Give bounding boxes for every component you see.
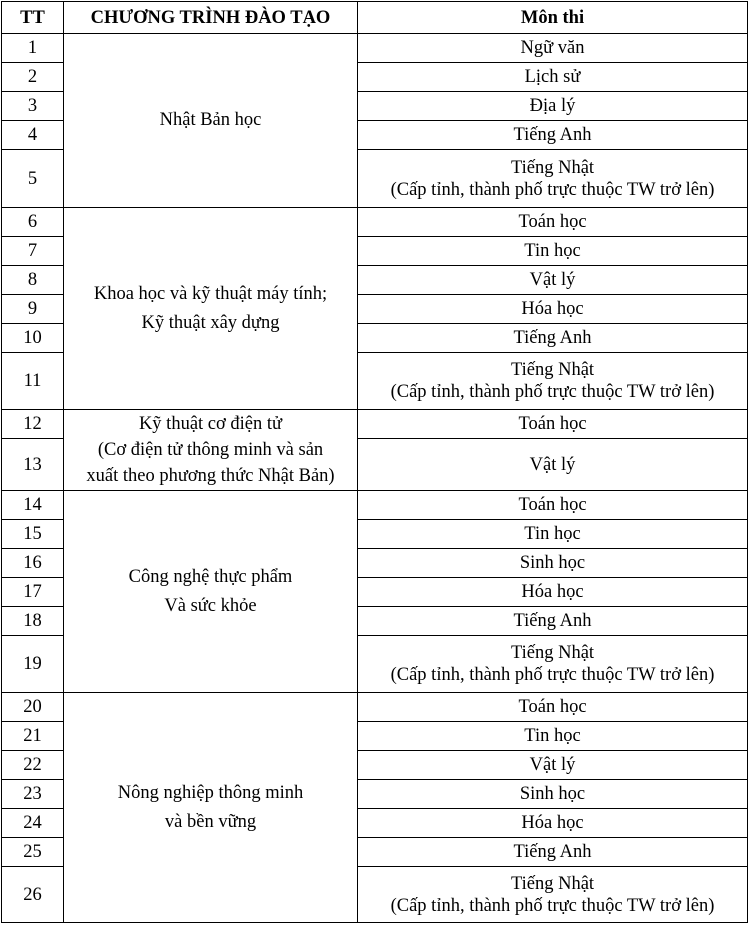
subject-name: Hóa học	[521, 582, 584, 602]
subject-name: Toán học	[518, 414, 587, 434]
subject-name: Tiếng Anh	[513, 125, 592, 145]
row-number: 12	[2, 410, 64, 439]
subject-name: Vật lý	[529, 270, 576, 290]
row-number: 3	[2, 92, 64, 121]
row-number: 6	[2, 208, 64, 237]
exam-subject	[358, 520, 748, 549]
table-row	[2, 693, 748, 722]
subject-name: Tiếng Nhật	[510, 873, 595, 894]
subject-name: Hóa học	[521, 299, 584, 319]
table-row	[2, 410, 748, 439]
row-number: 5	[2, 150, 64, 208]
subject-name: Tiếng Anh	[513, 842, 592, 862]
row-number: 19	[2, 636, 64, 693]
subject-note: (Cấp tỉnh, thành phố trực thuộc TW trở lên)	[390, 382, 715, 402]
exam-subject	[358, 607, 748, 636]
exam-subject	[358, 491, 748, 520]
exam-subject	[358, 867, 748, 923]
subject-name: Tiếng Anh	[513, 611, 592, 631]
row-number: 17	[2, 578, 64, 607]
subject-name: Tiếng Nhật	[510, 360, 595, 380]
subject-name: Tiếng Anh	[513, 328, 592, 348]
row-number: 1	[2, 34, 64, 63]
row-number: 13	[2, 439, 64, 491]
program-name-line: xuất theo phương thức Nhật Bản)	[86, 466, 335, 486]
exam-subject	[358, 693, 748, 722]
exam-subject	[358, 578, 748, 607]
table-body	[2, 34, 748, 923]
subject-name: Lịch sử	[524, 67, 581, 87]
exam-subject	[358, 295, 748, 324]
program-name	[64, 491, 358, 693]
exam-subject	[358, 237, 748, 266]
subject-note: (Cấp tỉnh, thành phố trực thuộc TW trở lên)	[390, 895, 715, 916]
row-number: 7	[2, 237, 64, 266]
row-number: 8	[2, 266, 64, 295]
program-name	[64, 693, 358, 923]
subject-name: Toán học	[518, 212, 587, 232]
exam-subjects-table	[1, 1, 748, 923]
subject-name: Tiếng Nhật	[510, 643, 595, 663]
header-row	[2, 2, 748, 34]
exam-subject	[358, 63, 748, 92]
subject-name: Hóa học	[521, 813, 584, 833]
row-number: 26	[2, 867, 64, 923]
subject-name: Tin học	[524, 726, 581, 746]
program-name-line: Kỹ thuật cơ điện tử	[138, 414, 283, 434]
program-name-line: Nông nghiệp thông minh	[117, 782, 304, 803]
header-tt: TT	[2, 2, 64, 34]
row-number: 18	[2, 607, 64, 636]
subject-name: Ngữ văn	[520, 38, 585, 58]
exam-subject	[358, 121, 748, 150]
exam-subject	[358, 722, 748, 751]
row-number: 21	[2, 722, 64, 751]
row-number: 23	[2, 780, 64, 809]
subject-name: Vật lý	[529, 755, 576, 775]
program-name-line: (Cơ điện tử thông minh và sản	[97, 440, 324, 460]
exam-subject	[358, 838, 748, 867]
row-number: 11	[2, 353, 64, 410]
exam-subject	[358, 266, 748, 295]
header-subject: Môn thi	[358, 2, 748, 34]
exam-subject	[358, 324, 748, 353]
program-name-line: Công nghệ thực phẩm	[128, 566, 293, 587]
program-name	[64, 208, 358, 410]
subject-note: (Cấp tỉnh, thành phố trực thuộc TW trở lên)	[390, 179, 715, 200]
exam-subject	[358, 636, 748, 693]
program-name	[64, 410, 358, 491]
subject-name: Toán học	[518, 495, 587, 515]
row-number: 9	[2, 295, 64, 324]
exam-subject	[358, 34, 748, 63]
exam-subject	[358, 439, 748, 491]
exam-subject	[358, 353, 748, 410]
subject-name: Địa lý	[529, 96, 576, 116]
row-number: 25	[2, 838, 64, 867]
row-number: 14	[2, 491, 64, 520]
subject-name: Toán học	[518, 697, 587, 717]
exam-subject	[358, 809, 748, 838]
row-number: 20	[2, 693, 64, 722]
row-number: 16	[2, 549, 64, 578]
subject-name: Sinh học	[519, 553, 586, 573]
header-program: CHƯƠNG TRÌNH ĐÀO TẠO	[64, 2, 358, 34]
exam-subject	[358, 208, 748, 237]
row-number: 4	[2, 121, 64, 150]
exam-subject	[358, 751, 748, 780]
row-number: 2	[2, 63, 64, 92]
table-row	[2, 491, 748, 520]
exam-subject	[358, 780, 748, 809]
program-name-line: Khoa học và kỹ thuật máy tính;	[93, 283, 328, 304]
program-name-line: và bền vững	[164, 811, 257, 832]
row-number: 22	[2, 751, 64, 780]
subject-name: Sinh học	[519, 784, 586, 804]
row-number: 15	[2, 520, 64, 549]
table-row	[2, 208, 748, 237]
subject-note: (Cấp tỉnh, thành phố trực thuộc TW trở lên)	[390, 665, 715, 685]
row-number: 10	[2, 324, 64, 353]
program-name-line: Nhật Bản học	[159, 110, 262, 130]
row-number: 24	[2, 809, 64, 838]
program-name-line: Và sức khỏe	[164, 595, 257, 616]
exam-subject	[358, 410, 748, 439]
subject-name: Tin học	[524, 241, 581, 261]
program-name	[64, 34, 358, 208]
subject-name: Tiếng Nhật	[510, 157, 595, 178]
exam-subject	[358, 150, 748, 208]
exam-subject	[358, 92, 748, 121]
program-name-line: Kỹ thuật xây dựng	[141, 312, 280, 333]
subject-name: Vật lý	[529, 454, 576, 475]
exam-subject	[358, 549, 748, 578]
table-row	[2, 34, 748, 63]
subject-name: Tin học	[524, 524, 581, 544]
